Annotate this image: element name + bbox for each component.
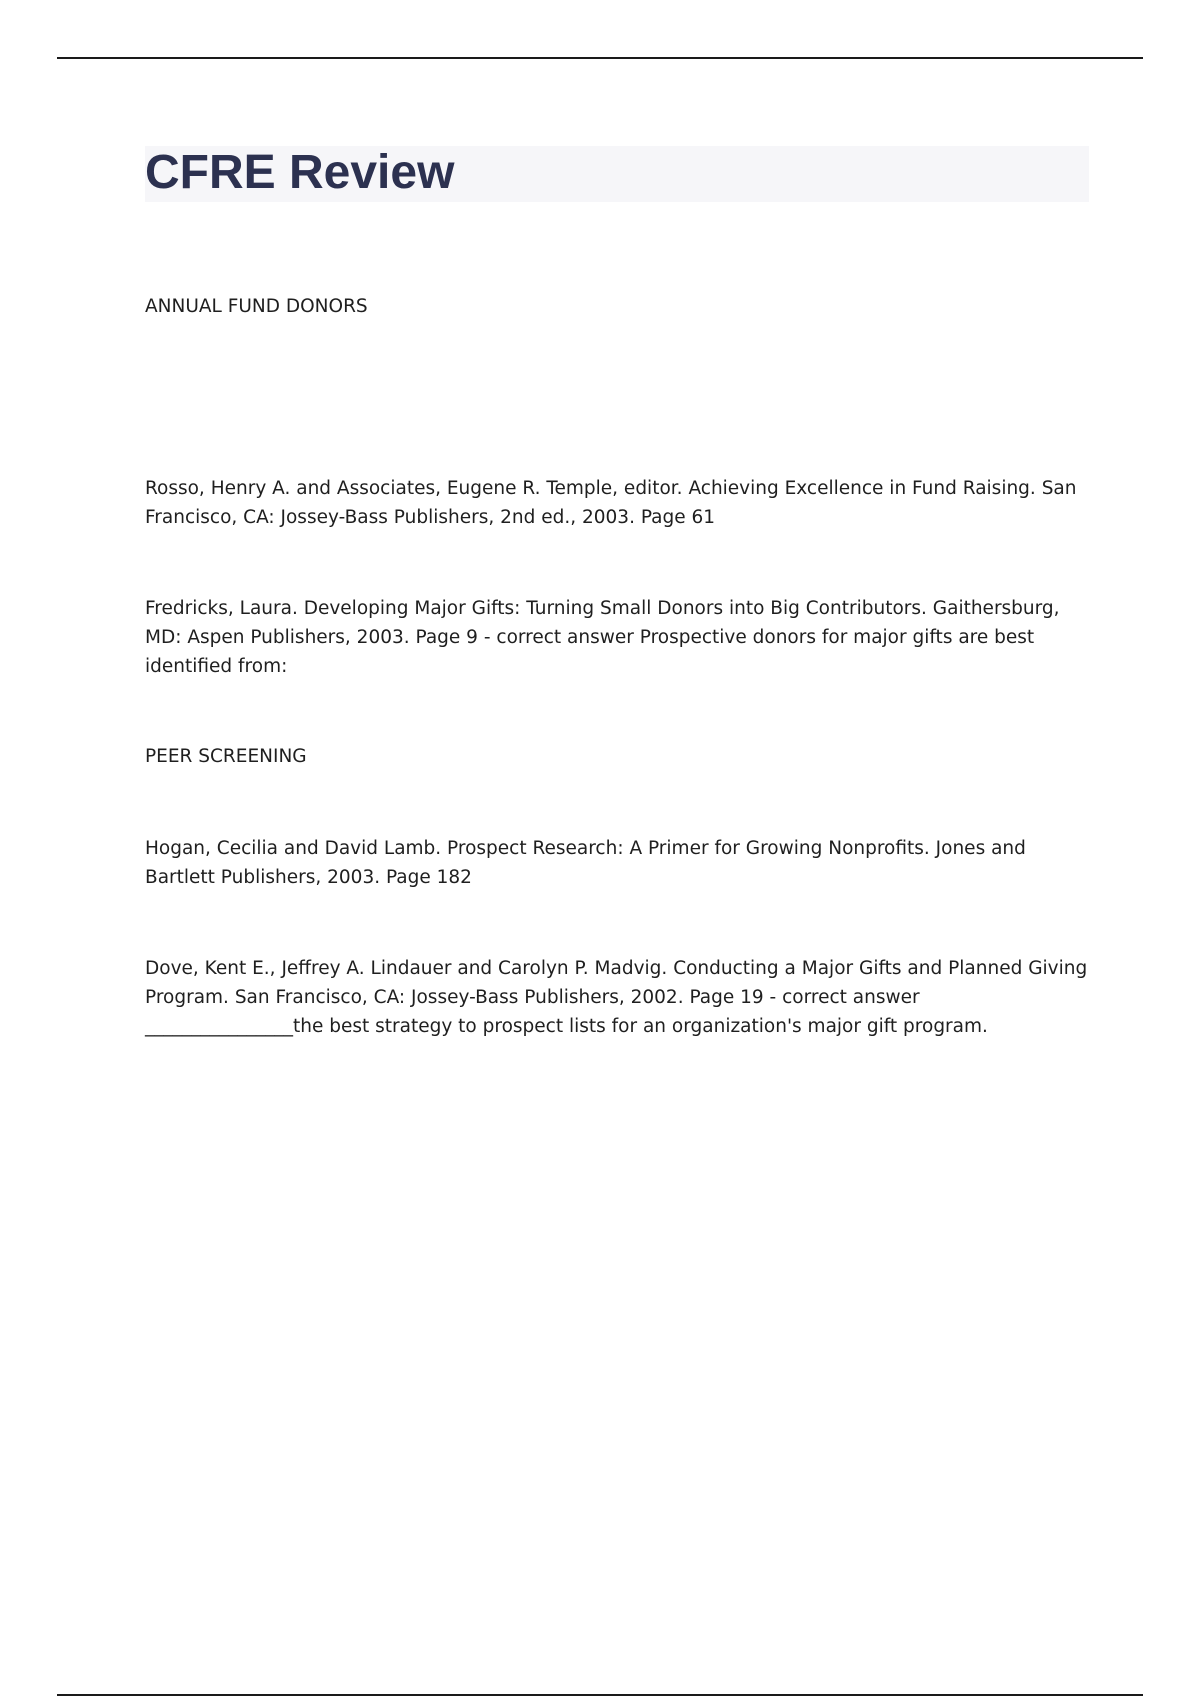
citation-hogan: Hogan, Cecilia and David Lamb. Prospect Research: A Primer for Growing Nonprofits. Jones and Bartlett Publishers, 2003. Page 182 xyxy=(145,838,1026,888)
document-title: CFRE Review xyxy=(145,146,455,199)
citation-dove-question: Dove, Kent E., Jeffrey A. Lindauer and Carolyn P. Madvig. Conducting a Major Gifts and Planned Giving Program. San Francisco, CA: Jossey-Bass Publishers, 2002. Page 19 - correct answer ________________the best strategy to prospect lists for an organization's major gift program. xyxy=(145,958,1088,1037)
citation-fredricks-question: Fredricks, Laura. Developing Major Gifts: Turning Small Donors into Big Contributors. Gaithersburg, MD: Aspen Publishers, 2003. Page 9 - correct answer Prospective donors for major gifts are best identified from: xyxy=(145,598,1060,677)
section-heading-peer-screening: PEER SCREENING xyxy=(145,746,307,767)
header-rule xyxy=(57,57,1143,59)
section-heading-annual-fund-donors: ANNUAL FUND DONORS xyxy=(145,296,368,317)
citation-rosso: Rosso, Henry A. and Associates, Eugene R. Temple, editor. Achieving Excellence in Fund Raising. San Francisco, CA: Jossey-Bass Publishers, 2nd ed., 2003. Page 61 xyxy=(145,478,1077,528)
footer-rule xyxy=(57,1694,1143,1696)
